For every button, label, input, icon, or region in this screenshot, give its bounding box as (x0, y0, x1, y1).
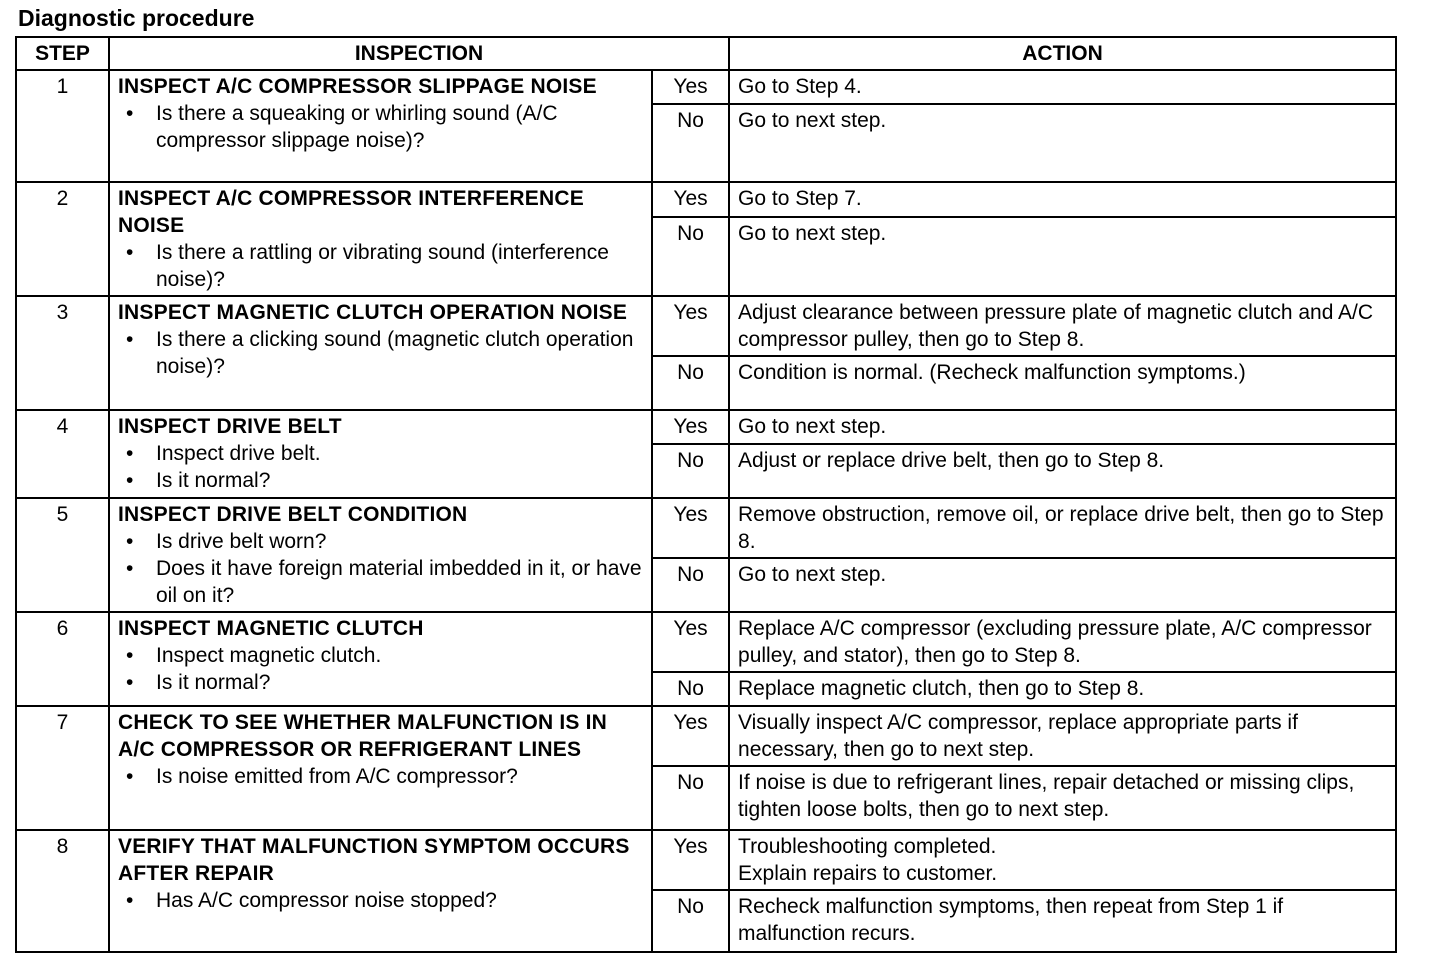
step-number: 8 (16, 830, 109, 952)
action-text: Recheck malfunction symptoms, then repeat from Step 1 if malfunction recurs. (738, 895, 1284, 945)
step-row-yes (16, 498, 1396, 558)
inspection-cell (109, 830, 652, 952)
action-text: Replace A/C compressor (excluding pressure plate, A/C compressor pulley, and stator), then go to Step 8. (738, 617, 1372, 667)
yes-action (729, 706, 1396, 766)
inspection-bullet: • Inspect magnetic clutch. (118, 642, 643, 669)
inspection-cell (109, 612, 652, 706)
no-label: No (652, 558, 729, 612)
diagnostic-table (15, 36, 1397, 953)
step-number: 6 (16, 612, 109, 706)
step-row-yes (16, 182, 1396, 217)
action-text: Explain repairs to customer. (738, 862, 998, 885)
yes-label: Yes (652, 612, 729, 672)
step-number: 3 (16, 296, 109, 410)
yes-action (729, 498, 1396, 558)
yes-label: Yes (652, 410, 729, 444)
step-number: 7 (16, 706, 109, 830)
action-header: ACTION (729, 37, 1396, 70)
no-action (729, 356, 1396, 410)
step-number: 1 (16, 70, 109, 182)
inspection-bullets (118, 642, 643, 696)
inspection-title: INSPECT A/C COMPRESSOR INTERFERENCE NOISE (118, 187, 584, 237)
inspection-title: INSPECT MAGNETIC CLUTCH OPERATION NOISE (118, 301, 628, 324)
no-action (729, 890, 1396, 952)
action-text: Replace magnetic clutch, then go to Step 8. (738, 677, 1145, 700)
inspection-bullet: • Is there a rattling or vibrating sound (interference noise)? (118, 239, 643, 293)
no-action (729, 217, 1396, 296)
yes-action (729, 182, 1396, 217)
step-row-yes (16, 830, 1396, 890)
inspection-cell (109, 296, 652, 410)
inspection-cell (109, 182, 652, 296)
step-row-yes (16, 296, 1396, 356)
action-text: Go to next step. (738, 221, 887, 245)
action-text: Condition is normal. (Recheck malfunction symptoms.) (738, 361, 1246, 384)
action-text: Go to next step. (738, 563, 887, 586)
action-text: Go to next step. (738, 109, 887, 132)
inspection-bullet: • Is it normal? (118, 669, 643, 696)
inspection-title: INSPECT DRIVE BELT CONDITION (118, 503, 468, 526)
yes-label: Yes (652, 182, 729, 217)
action-text: If noise is due to refrigerant lines, repair detached or missing clips, tighten loose bolts, then go to next step. (738, 771, 1355, 821)
inspection-title: CHECK TO SEE WHETHER MALFUNCTION IS IN A/C COMPRESSOR OR REFRIGERANT LINES (118, 711, 608, 761)
yes-label: Yes (652, 706, 729, 766)
inspection-cell (109, 498, 652, 612)
yes-action (729, 410, 1396, 444)
action-text: Go to Step 4. (738, 75, 862, 98)
action-text: Visually inspect A/C compressor, replace appropriate parts if necessary, then go to next step. (738, 711, 1298, 761)
inspection-bullet: • Has A/C compressor noise stopped? (118, 887, 643, 914)
inspection-bullets (118, 100, 643, 154)
yes-action (729, 830, 1396, 890)
inspection-title: INSPECT A/C COMPRESSOR SLIPPAGE NOISE (118, 75, 597, 98)
yes-action (729, 70, 1396, 104)
yes-label: Yes (652, 70, 729, 104)
inspection-bullet: • Does it have foreign material imbedded in it, or have oil on it? (118, 555, 643, 609)
action-text: Go to Step 7. (738, 187, 862, 210)
inspection-cell (109, 70, 652, 182)
no-action (729, 766, 1396, 830)
inspection-cell (109, 706, 652, 830)
step-number: 5 (16, 498, 109, 612)
document-title: Diagnostic procedure (18, 5, 255, 31)
inspection-title: INSPECT MAGNETIC CLUTCH (118, 617, 424, 640)
yes-action (729, 296, 1396, 356)
step-header: STEP (16, 37, 109, 70)
inspection-title: INSPECT DRIVE BELT (118, 415, 342, 438)
action-text: Adjust clearance between pressure plate of magnetic clutch and A/C compressor pulley, then go to Step 8. (738, 301, 1374, 351)
no-label: No (652, 672, 729, 706)
no-label: No (652, 766, 729, 830)
no-action (729, 444, 1396, 498)
no-label: No (652, 217, 729, 296)
no-label: No (652, 356, 729, 410)
inspection-bullets (118, 440, 643, 494)
no-label: No (652, 890, 729, 952)
no-action (729, 104, 1396, 182)
inspection-bullets (118, 763, 643, 790)
action-text: Remove obstruction, remove oil, or replace drive belt, then go to Step 8. (738, 503, 1384, 553)
inspection-bullet: • Is it normal? (118, 467, 643, 494)
inspection-bullet: • Is there a clicking sound (magnetic clutch operation noise)? (118, 326, 643, 380)
header-row (16, 37, 1396, 70)
inspection-bullets (118, 887, 643, 914)
inspection-cell (109, 410, 652, 498)
step-number: 2 (16, 182, 109, 296)
step-row-yes (16, 706, 1396, 766)
yes-label: Yes (652, 296, 729, 356)
yes-label: Yes (652, 498, 729, 558)
no-label: No (652, 444, 729, 498)
inspection-bullet: • Inspect drive belt. (118, 440, 643, 467)
step-row-yes (16, 70, 1396, 104)
inspection-bullet: • Is noise emitted from A/C compressor? (118, 763, 643, 790)
inspection-bullets (118, 326, 643, 380)
step-row-yes (16, 612, 1396, 672)
inspection-bullets (118, 528, 643, 609)
action-text: Troubleshooting completed. (738, 835, 997, 858)
action-text: Adjust or replace drive belt, then go to Step 8. (738, 449, 1165, 472)
step-row-yes (16, 410, 1396, 444)
step-number: 4 (16, 410, 109, 498)
inspection-title: VERIFY THAT MALFUNCTION SYMPTOM OCCURS AFTER REPAIR (118, 835, 630, 885)
inspection-bullets (118, 239, 643, 293)
action-text: Go to next step. (738, 415, 887, 438)
yes-action (729, 612, 1396, 672)
inspection-header: INSPECTION (109, 37, 729, 70)
diagnostic-body (16, 70, 1396, 952)
inspection-bullet: • Is there a squeaking or whirling sound (A/C compressor slippage noise)? (118, 100, 643, 154)
yes-label: Yes (652, 830, 729, 890)
no-label: No (652, 104, 729, 182)
no-action (729, 672, 1396, 706)
no-action (729, 558, 1396, 612)
inspection-bullet: • Is drive belt worn? (118, 528, 643, 555)
